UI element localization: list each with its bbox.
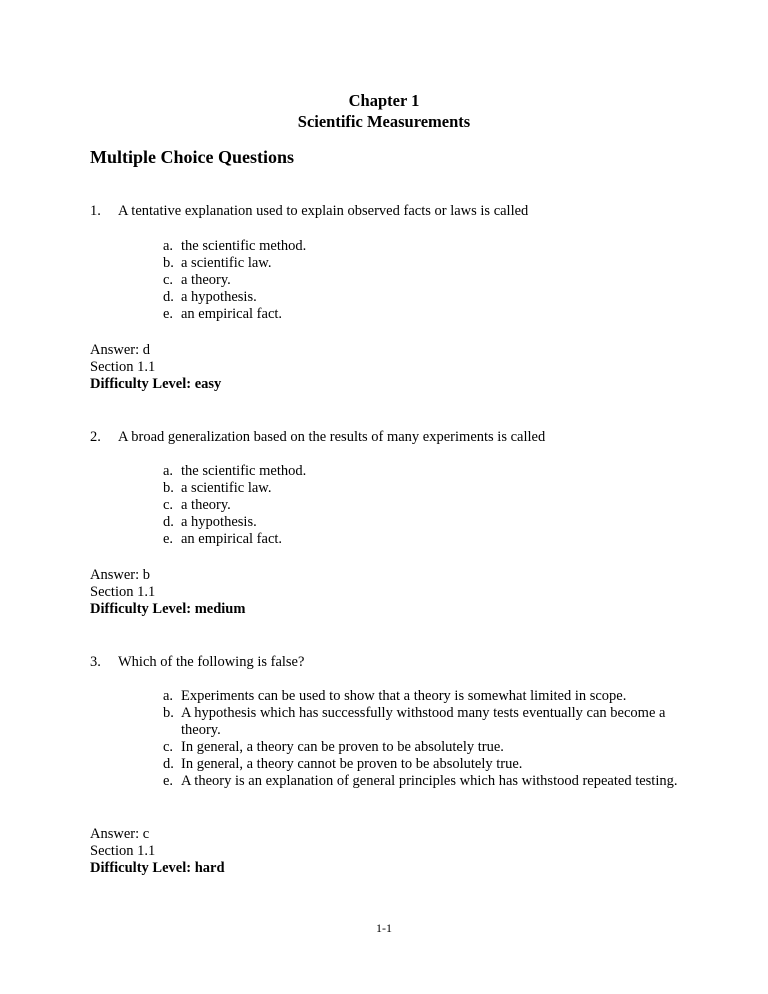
option-label: e. <box>163 773 174 789</box>
option-text: A theory is an explanation of general principles which has withstood repeated testing. <box>181 773 678 789</box>
difficulty-level: Difficulty Level: hard <box>90 860 225 876</box>
option-text: A hypothesis which has successfully withstood many tests eventually can become a theory. <box>181 705 666 738</box>
option-label: e. <box>163 531 174 547</box>
option <box>163 272 683 289</box>
option-label: b. <box>163 255 174 271</box>
page-number: 1-1 <box>376 921 392 935</box>
option-label: d. <box>163 756 174 772</box>
option-text: an empirical fact. <box>181 306 283 322</box>
option-label: c. <box>163 272 174 288</box>
difficulty-level: Difficulty Level: easy <box>90 376 222 392</box>
option <box>163 773 683 790</box>
option-label: a. <box>163 238 174 254</box>
option-text: a hypothesis. <box>181 514 257 530</box>
option <box>163 688 683 705</box>
option-label: e. <box>163 306 174 322</box>
option-text: a hypothesis. <box>181 289 257 305</box>
section-ref: Section 1.1 <box>90 843 156 859</box>
question-text: A broad generalization based on the results of many experiments is called <box>118 429 546 445</box>
option <box>163 705 683 739</box>
chapter-number: Chapter 1 <box>348 91 420 110</box>
option-text: Experiments can be used to show that a theory is somewhat limited in scope. <box>181 688 627 704</box>
option-label: b. <box>163 480 174 496</box>
options-list <box>163 238 683 323</box>
answer: Answer: c <box>90 826 150 842</box>
option-text: a scientific law. <box>181 480 272 496</box>
chapter-title: Scientific Measurements <box>297 112 471 131</box>
option <box>163 289 683 306</box>
option-label: a. <box>163 688 174 704</box>
option <box>163 497 683 514</box>
option <box>163 238 683 255</box>
option <box>163 514 683 531</box>
section-ref: Section 1.1 <box>90 359 156 375</box>
option-label: c. <box>163 739 174 755</box>
difficulty-level: Difficulty Level: medium <box>90 601 246 617</box>
question-text: A tentative explanation used to explain observed facts or laws is called <box>118 203 529 219</box>
option-text: In general, a theory can be proven to be absolutely true. <box>181 739 504 755</box>
option-text: a scientific law. <box>181 255 272 271</box>
option-text: the scientific method. <box>181 463 307 479</box>
answer: Answer: b <box>90 567 151 583</box>
section-heading: Multiple Choice Questions <box>90 147 295 167</box>
question-number: 3. <box>90 654 101 670</box>
answer: Answer: d <box>90 342 151 358</box>
option <box>163 739 683 756</box>
option <box>163 463 683 480</box>
answer-block <box>90 567 245 618</box>
option-label: a. <box>163 463 174 479</box>
options-list <box>163 688 683 790</box>
option-text: a theory. <box>181 272 231 288</box>
option-label: d. <box>163 289 174 305</box>
option-label: d. <box>163 514 174 530</box>
option <box>163 255 683 272</box>
question-number: 2. <box>90 429 101 445</box>
question-text: Which of the following is false? <box>118 654 305 670</box>
option-text: a theory. <box>181 497 231 513</box>
answer-block <box>90 342 221 393</box>
option-text: the scientific method. <box>181 238 307 254</box>
options-list <box>163 463 683 548</box>
option <box>163 480 683 497</box>
option-text: an empirical fact. <box>181 531 283 547</box>
option-text: In general, a theory cannot be proven to be absolutely true. <box>181 756 523 772</box>
section-ref: Section 1.1 <box>90 584 156 600</box>
option-label: c. <box>163 497 174 513</box>
option-label: b. <box>163 705 174 721</box>
option <box>163 306 683 323</box>
option <box>163 531 683 548</box>
answer-block <box>90 826 225 877</box>
option <box>163 756 683 773</box>
question-number: 1. <box>90 203 101 219</box>
